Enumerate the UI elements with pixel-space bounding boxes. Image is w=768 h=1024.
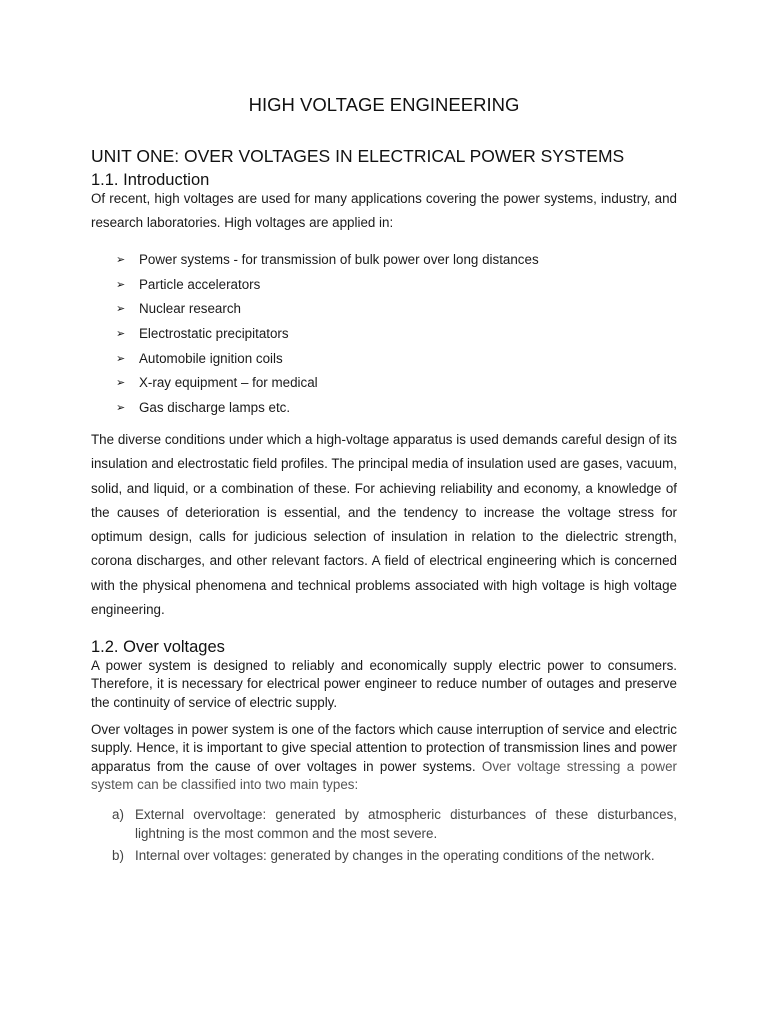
intro-paragraph: Of recent, high voltages are used for many applications covering the power systems, industry, and research laboratories. High voltages are applied in: <box>91 191 677 231</box>
over-voltage-paragraph-main: Over voltages in power system is one of the factors which cause interruption of service and electric supply. Hence, it is important to give special attention to protection of transmission lines and power apparatus from the cause of over voltages in power systems. <box>91 722 677 774</box>
list-item-text: X-ray equipment – for medical <box>139 375 318 391</box>
list-item-text: Power systems - for transmission of bulk power over long distances <box>139 252 539 268</box>
list-item-text: Nuclear research <box>139 301 241 317</box>
list-item-text: Particle accelerators <box>139 276 261 292</box>
list-marker: a) <box>112 807 124 822</box>
over-voltage-paragraph-classification: Over voltage stressing a power system can be classified into two main types: <box>91 758 677 792</box>
power-system-paragraph: A power system is designed to reliably and economically supply electric power to consumers. Therefore, it is necessary for electrical power engineer to reduce number of outages and preserve the continuity of service of electric supply. <box>91 658 677 710</box>
arrow-bullet-icon: ➢ <box>116 254 126 267</box>
list-item <box>116 322 539 347</box>
arrow-bullet-icon: ➢ <box>116 303 126 316</box>
arrow-bullet-icon: ➢ <box>116 377 126 390</box>
arrow-bullet-icon: ➢ <box>116 401 126 414</box>
list-item <box>116 396 539 421</box>
list-item-text: Gas discharge lamps etc. <box>139 399 291 415</box>
list-item <box>116 297 539 322</box>
unit-heading: UNIT ONE: OVER VOLTAGES IN ELECTRICAL POWER SYSTEMS <box>91 146 625 166</box>
list-item <box>116 371 539 396</box>
list-item-text: Automobile ignition coils <box>139 350 283 366</box>
arrow-bullet-icon: ➢ <box>116 352 126 365</box>
arrow-bullet-icon: ➢ <box>116 328 126 341</box>
section-heading-over-voltages: 1.2. Over voltages <box>91 638 225 656</box>
list-item <box>116 346 539 371</box>
overvoltage-types-list <box>112 806 677 868</box>
section-heading-introduction: 1.1. Introduction <box>91 171 210 189</box>
list-item <box>112 847 677 866</box>
list-marker: b) <box>112 847 124 863</box>
list-item-text: External overvoltage: generated by atmospheric disturbances of these disturbances, lightning is the most common and the most severe. <box>135 807 677 841</box>
insulation-paragraph: The diverse conditions under which a high-voltage apparatus is used demands careful design of its insulation and electrostatic field profiles. The principal media of insulation used are gases, vacuum, solid, and liquid, or a combination of these. For achieving reliability and economy, a knowledge of the causes of deterioration is essential, and the tendency to increase the voltage stress for optimum design, calls for judicious selection of insulation in relation to the dielectric strength, corona discharges, and other relevant factors. A field of electrical engineering which is concerned with the physical phenomena and technical problems associated with high voltage is high voltage engineering. <box>91 432 677 618</box>
over-voltage-paragraph <box>91 721 677 794</box>
arrow-bullet-icon: ➢ <box>116 278 126 291</box>
list-item-text: Electrostatic precipitators <box>139 326 289 342</box>
list-item <box>112 806 677 844</box>
list-item-text: Internal over voltages: generated by changes in the operating conditions of the network. <box>135 847 655 863</box>
document-title: HIGH VOLTAGE ENGINEERING <box>248 94 520 115</box>
list-item <box>116 273 539 298</box>
applications-list <box>116 248 539 420</box>
list-item <box>116 248 539 273</box>
